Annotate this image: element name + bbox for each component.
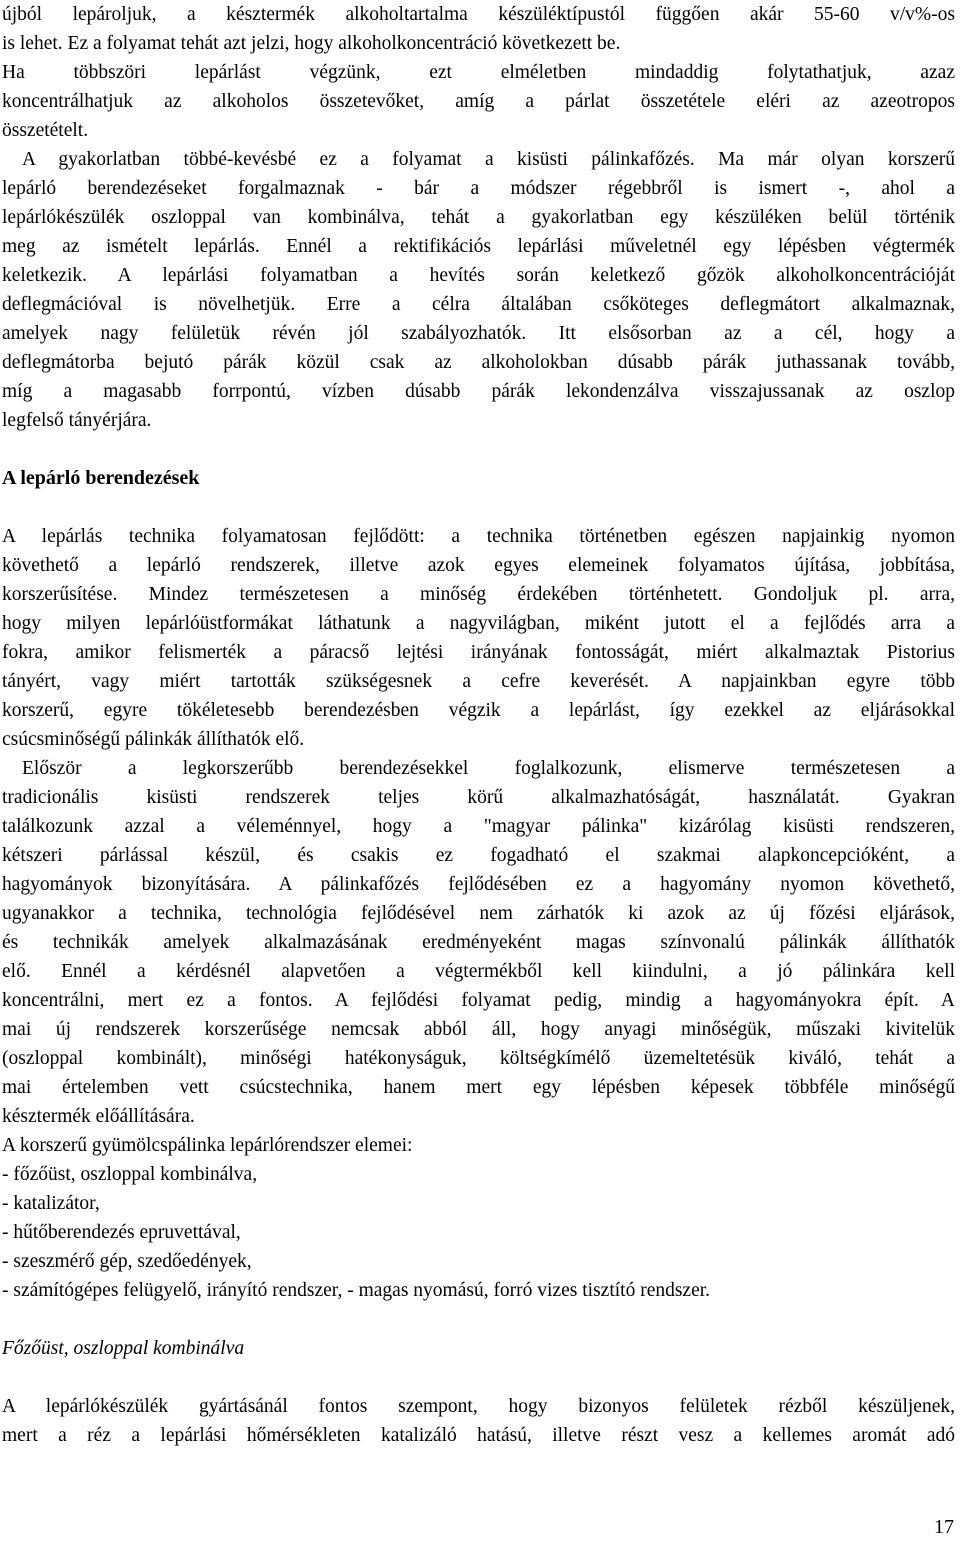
text-line: (oszloppal kombinált), minőségi hatékonyságuk, költségkímélő üzemeltetésük kiváló, tehát a <box>2 1048 955 1069</box>
spacer <box>2 1363 955 1392</box>
paragraph-practice <box>2 145 955 435</box>
text-line: deflegmációval is növelhetjük. Erre a célra általában csőköteges deflegmátort alkalmaznak, <box>2 294 955 315</box>
text-line: míg a magasabb forrpontú, vízben dúsabb párák lekondenzálva visszajussanak az oszlop <box>2 381 955 402</box>
paragraph-kettle <box>2 1392 955 1450</box>
paragraph-technique <box>2 522 955 754</box>
text-line: koncentrálhatjuk az alkoholos összetevőket, amíg a párlat összetétele eléri az azeotropos <box>2 91 955 112</box>
text-line: újból lepároljuk, a késztermék alkoholtartalma készüléktípustól függően akár 55-60 v/v%-os <box>2 4 955 25</box>
text-line: Először a legkorszerűbb berendezésekkel foglalkozunk, elismerve természetesen a <box>22 758 955 779</box>
section-subheading: Főzőüst, oszloppal kombinálva <box>2 1338 245 1359</box>
text-line: elő. Ennél a kérdésnél alapvetően a végtermékből kell kiindulni, a jó pálinkára kell <box>2 961 955 982</box>
document-page <box>2 0 955 1450</box>
text-line: lepárló berendezéseket forgalmaznak - bár a módszer régebbről is ismert -, ahol a <box>2 178 955 199</box>
text-line: hogy milyen lepárlóüstformákat láthatunk a nagyvilágban, miként jutott el a fejlődés arra a <box>2 613 955 634</box>
text-line: követhető a lepárló rendszerek, illetve azok egyes elemeinek folyamatos újítása, jobbítása, <box>2 555 955 576</box>
spacer <box>2 435 955 464</box>
text-line: mai értelemben vett csúcstechnika, hanem mert egy lépésben képesek többféle minőségű <box>2 1077 955 1098</box>
section-heading: A lepárló berendezések <box>2 467 200 489</box>
text-line: A lepárlás technika folyamatosan fejlődött: a technika történetben egészen napjainkig nyomon <box>2 526 955 547</box>
text-line: deflegmátorba bejutó párák közül csak az alkoholokban dúsabb párák juthassanak tovább, <box>2 352 955 373</box>
text-line: korszerűsítése. Mindez természetesen a minőség érdekében történhetett. Gondoljuk pl. arra, <box>2 584 955 605</box>
text-line: találkozunk azzal a véleménnyel, hogy a "magyar pálinka" kizárólag kisüsti rendszeren, <box>2 816 955 837</box>
element-list <box>2 1131 955 1305</box>
list-item: - hűtőberendezés epruvettával, <box>2 1222 241 1243</box>
list-item: - katalizátor, <box>2 1193 100 1214</box>
text-line: keletkezik. A lepárlási folyamatban a hevítés során keletkező gőzök alkoholkoncentrációját <box>2 265 955 286</box>
text-line: koncentrálni, mert ez a fontos. A fejlődési folyamat pedig, mindig a hagyományokra épít. A <box>2 990 955 1011</box>
text-line: Ha többszöri lepárlást végzünk, ezt elméletben mindaddig folytathatjuk, azaz <box>2 62 955 83</box>
text-line: mai új rendszerek korszerűsége nemcsak abból áll, hogy anyagi minőségük, műszaki kivitelük <box>2 1019 955 1040</box>
text-line: legfelső tányérjára. <box>2 410 152 431</box>
text-line: kétszeri párlással készül, és csakis ez fogadható el szakmai alapkoncepcióként, a <box>2 845 955 866</box>
list-item: - főzőüst, oszloppal kombinálva, <box>2 1164 258 1185</box>
text-line: és technikák amelyek alkalmazásának eredményeként magas színvonalú pálinkák állíthatók <box>2 932 955 953</box>
page-number: 17 <box>934 1516 954 1538</box>
paragraph-first-modern <box>2 754 955 1131</box>
list-item: - számítógépes felügyelő, irányító rendszer, - magas nyomású, forró vizes tisztító rendszer. <box>2 1280 711 1301</box>
text-line: korszerű, egyre tökéletesebb berendezésben végzik a lepárlást, így ezekkel az eljárásokkal <box>2 700 955 721</box>
text-line: is lehet. Ez a folyamat tehát azt jelzi, hogy alkoholkoncentráció következett be. <box>2 33 621 54</box>
text-line: lepárlókészülék oszloppal van kombinálva, tehát a gyakorlatban egy készüléken belül történik <box>2 207 955 228</box>
text-line: mert a réz a lepárlási hőmérsékleten katalizáló hatású, illetve részt vesz a kellemes aromát adó <box>2 1425 955 1446</box>
intro-paragraph <box>2 0 955 58</box>
text-line: meg az ismételt lepárlás. Ennél a rektifikációs lepárlási műveletnél egy lépésben végtermék <box>2 236 955 257</box>
text-line: összetételt. <box>2 120 89 141</box>
text-line: hagyományok bizonyítására. A pálinkafőzés fejlődésében ez a hagyomány nyomon követhető, <box>2 874 955 895</box>
text-line: A lepárlókészülék gyártásánál fontos szempont, hogy bizonyos felületek rézből készüljenek, <box>2 1396 955 1417</box>
text-line: ugyanakkor a technika, technológia fejlődésével nem zárhatók ki azok az új főzési eljárások, <box>2 903 955 924</box>
text-line: késztermék előállítására. <box>2 1106 195 1127</box>
text-line: A gyakorlatban többé-kevésbé ez a folyamat a kisüsti pálinkafőzés. Ma már olyan korszerű <box>22 149 955 170</box>
spacer <box>2 493 955 522</box>
text-line: fokra, amikor felismerték a páracső lejtési irányának fontosságát, miért alkalmaztak Pistorius <box>2 642 955 663</box>
text-line: amelyek nagy felületük révén jól szabályozhatók. Itt elsősorban az a cél, hogy a <box>2 323 955 344</box>
text-line: csúcsminőségű pálinkák állíthatók elő. <box>2 729 305 750</box>
list-intro: A korszerű gyümölcspálinka lepárlórendszer elemei: <box>2 1135 413 1156</box>
spacer <box>2 1305 955 1334</box>
list-item: - szeszmérő gép, szedőedények, <box>2 1251 252 1272</box>
text-line: tányért, vagy miért tartották szükségesnek a cefre keverését. A napjainkban egyre több <box>2 671 955 692</box>
text-line: tradicionális kisüsti rendszerek teljes körű alkalmazhatóságát, használatát. Gyakran <box>2 787 955 808</box>
paragraph-repeated-distillation <box>2 58 955 145</box>
